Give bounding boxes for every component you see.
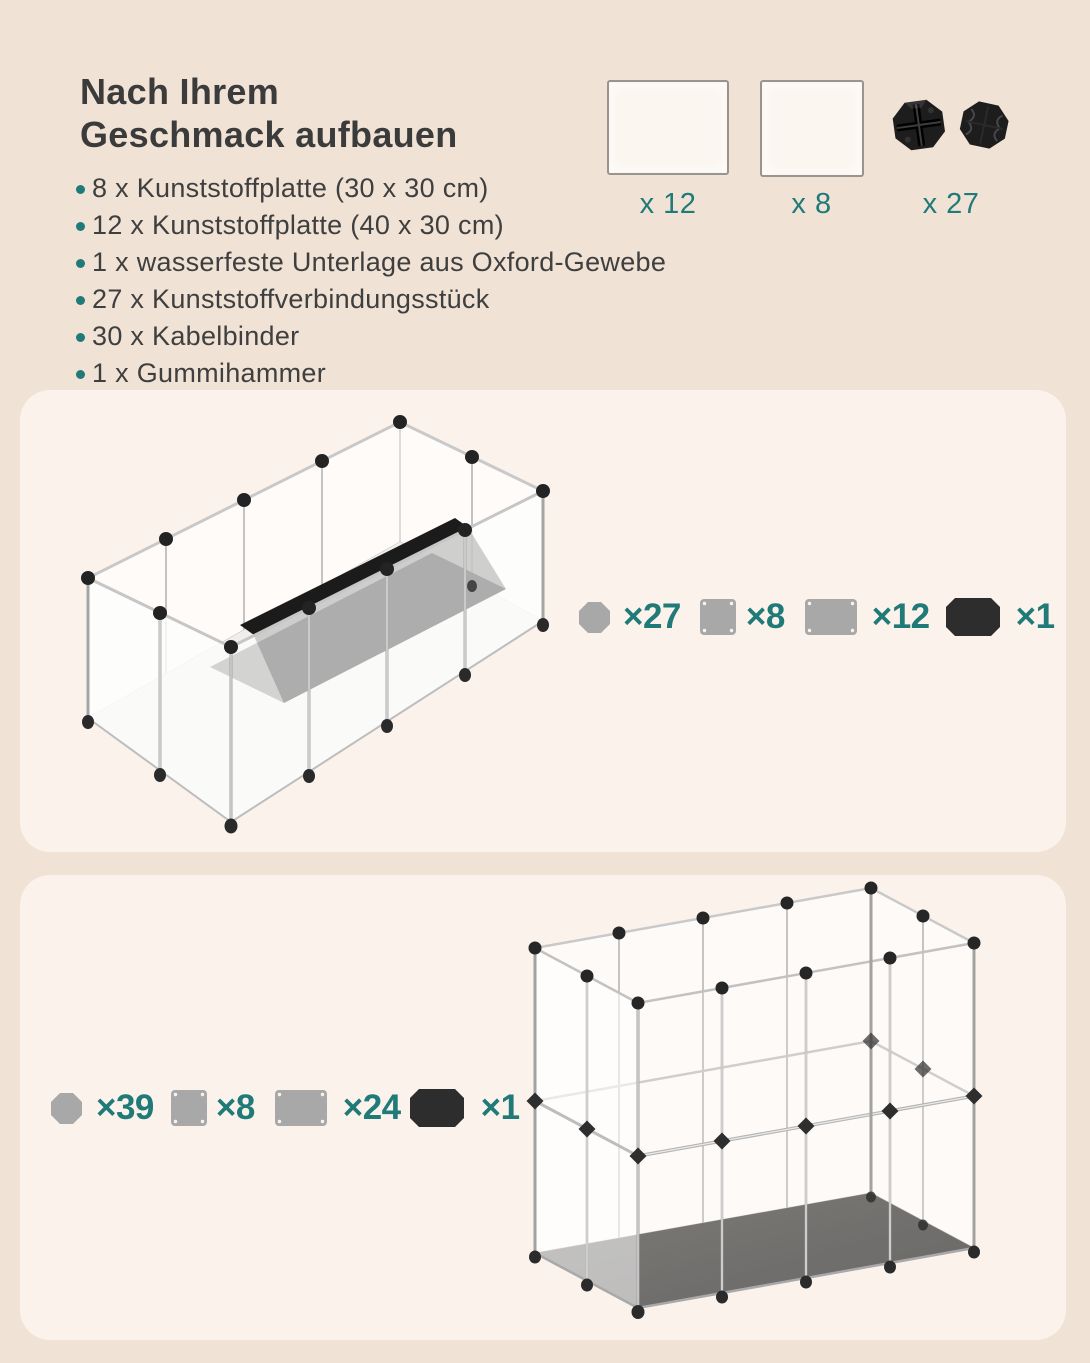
octagon-connector-icon	[50, 1092, 83, 1125]
legend-count: ×8	[745, 597, 785, 636]
square-panel-icon	[699, 598, 737, 636]
legend-count: ×39	[96, 1088, 154, 1127]
parts-list	[76, 170, 666, 392]
legend-count: ×1	[480, 1088, 520, 1127]
playpen-small-render	[60, 405, 570, 835]
page-title	[80, 70, 458, 156]
list-item: 30 x Kabelbinder	[76, 318, 666, 355]
square-panel-icon	[170, 1089, 208, 1127]
playpen-large-render	[500, 880, 1066, 1335]
diagram-card-tall-playpen	[20, 875, 1066, 1340]
connector-count: x 27	[922, 188, 980, 220]
square-panel-image	[760, 80, 864, 177]
wide-panel-image	[607, 80, 729, 175]
square-panel-count: x 8	[791, 188, 832, 220]
octagon-connector-icon	[578, 601, 611, 634]
list-item: 8 x Kunststoffplatte (30 x 30 cm)	[76, 170, 666, 207]
connector-back-icon	[957, 99, 1011, 152]
list-item: 27 x Kunststoffverbindungsstück	[76, 281, 666, 318]
legend-count: ×27	[623, 597, 681, 636]
floor-mat-icon	[946, 598, 1000, 636]
wide-panel-icon	[274, 1089, 328, 1127]
diagram-card-small-playpen	[20, 390, 1066, 852]
connector-front-icon	[891, 98, 947, 152]
diagram1-legend	[578, 595, 1055, 639]
legend-count: ×8	[215, 1088, 255, 1127]
list-item: 1 x wasserfeste Unterlage aus Oxford-Gewebe	[76, 244, 666, 281]
list-item: 12 x Kunststoffplatte (40 x 30 cm)	[76, 207, 666, 244]
page-title-line2: Geschmack aufbauen	[80, 114, 458, 155]
connector-pieces-image	[888, 96, 1014, 160]
wide-panel-count: x 12	[639, 188, 697, 220]
list-item: 1 x Gummihammer	[76, 355, 666, 392]
legend-count: ×24	[342, 1088, 401, 1127]
page-title-line1: Nach Ihrem	[80, 71, 280, 112]
diagram2-legend	[50, 1086, 520, 1130]
legend-count: ×12	[871, 597, 930, 636]
wide-panel-icon	[804, 598, 858, 636]
floor-mat-icon	[410, 1089, 464, 1127]
legend-count: ×1	[1015, 597, 1055, 636]
